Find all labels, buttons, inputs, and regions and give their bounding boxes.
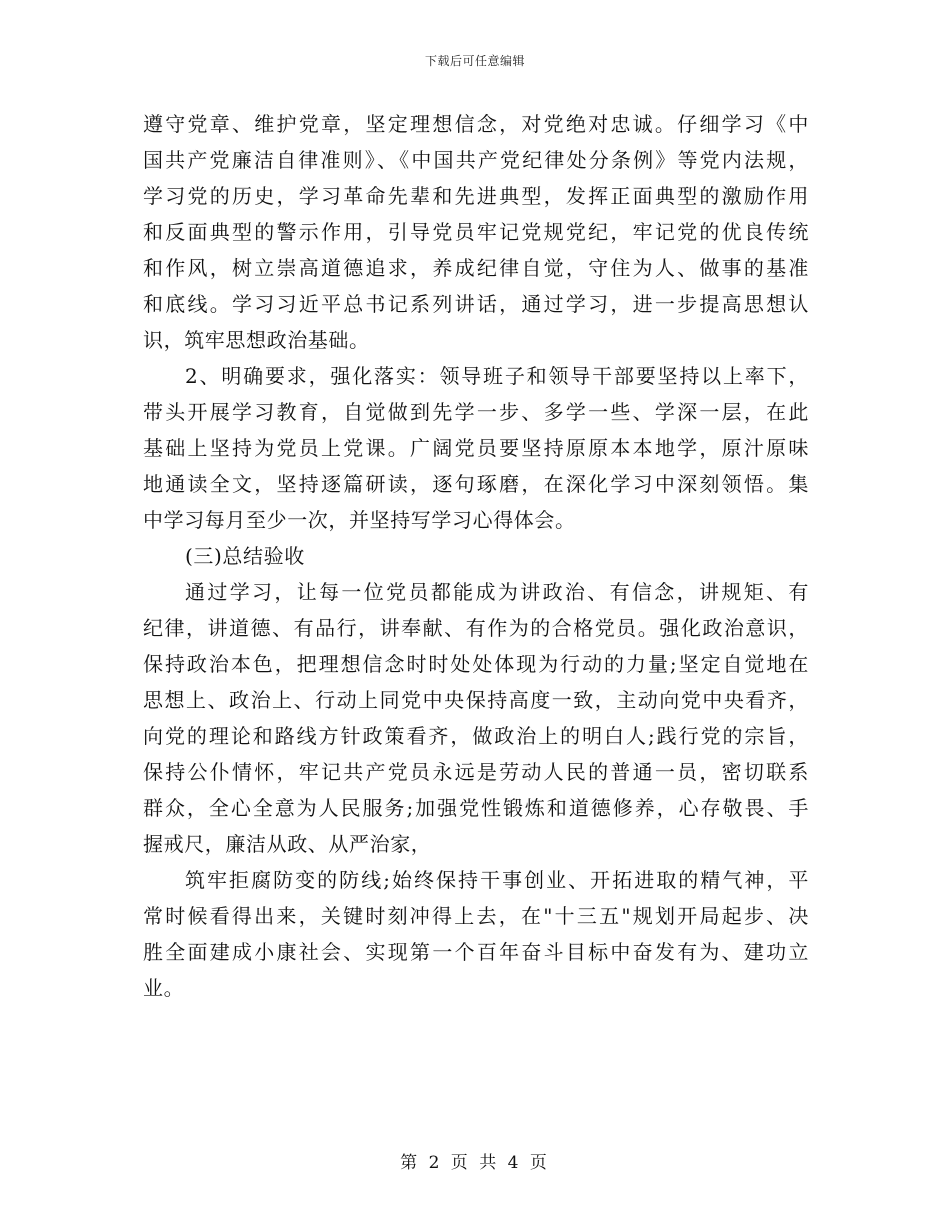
text-line: 业。 <box>143 976 185 1000</box>
text-line: (三)总结验收 <box>185 544 305 568</box>
text-line: 筑牢拒腐防变的防线;始终保持干事创业、开拓进取的精气神，平 <box>185 868 809 892</box>
paragraph <box>143 106 809 358</box>
text-line: 和作风，树立崇高道德追求，养成纪律自觉，守住为人、做事的基准 <box>143 256 809 280</box>
text-line: 常时候看得出来，关键时刻冲得上去，在"十三五"规划开局起步、决 <box>143 904 809 928</box>
paragraph <box>143 358 809 538</box>
paragraph <box>143 862 809 1006</box>
text-line: 学习党的历史，学习革命先辈和先进典型，发挥正面典型的激励作用 <box>143 184 809 208</box>
text-line: 胜全面建成小康社会、实现第一个百年奋斗目标中奋发有为、建功立 <box>143 940 809 964</box>
text-line: 保持政治本色，把理想信念时时处处体现为行动的力量;坚定自觉地在 <box>143 652 809 676</box>
text-line: 2、明确要求，强化落实：领导班子和领导干部要坚持以上率下， <box>185 364 809 388</box>
text-line: 遵守党章、维护党章，坚定理想信念，对党绝对忠诚。仔细学习《中 <box>143 112 809 136</box>
text-line: 向党的理论和路线方针政策看齐，做政治上的明白人;践行党的宗旨， <box>143 724 809 748</box>
text-line: 纪律，讲道德、有品行，讲奉献、有作为的合格党员。强化政治意识， <box>143 616 809 640</box>
text-line: 基础上坚持为党员上党课。广阔党员要坚持原原本本地学，原汁原味 <box>143 436 809 460</box>
page-footer: 第 2 页 共 4 页 <box>400 1153 550 1173</box>
text-line: 思想上、政治上、行动上同党中央保持高度一致，主动向党中央看齐， <box>143 688 809 712</box>
text-line: 通过学习，让每一位党员都能成为讲政治、有信念，讲规矩、有 <box>185 580 809 604</box>
text-line: 和底线。学习习近平总书记系列讲话，通过学习，进一步提高思想认 <box>143 292 809 316</box>
text-line: 群众，全心全意为人民服务;加强党性锻炼和道德修养，心存敬畏、手 <box>143 796 809 820</box>
header-note: 下载后可任意编辑 <box>424 54 525 68</box>
text-line: 握戒尺，廉洁从政、从严治家， <box>143 832 432 856</box>
document-body <box>143 106 809 1006</box>
text-line: 带头开展学习教育，自觉做到先学一步、多学一些、学深一层，在此 <box>143 400 809 424</box>
text-line: 中学习每月至少一次，并坚持写学习心得体会。 <box>143 508 576 532</box>
text-line: 保持公仆情怀，牢记共产党员永远是劳动人民的普通一员，密切联系 <box>143 760 809 784</box>
text-line: 地通读全文，坚持逐篇研读，逐句琢磨，在深化学习中深刻领悟。集 <box>143 472 809 496</box>
text-line: 识，筑牢思想政治基础。 <box>143 328 370 352</box>
paragraph <box>143 538 809 574</box>
paragraph <box>143 574 809 862</box>
text-line: 国共产党廉洁自律准则》、《中国共产党纪律处分条例》等党内法规， <box>143 148 809 172</box>
text-line: 和反面典型的警示作用，引导党员牢记党规党纪，牢记党的优良传统 <box>143 220 809 244</box>
